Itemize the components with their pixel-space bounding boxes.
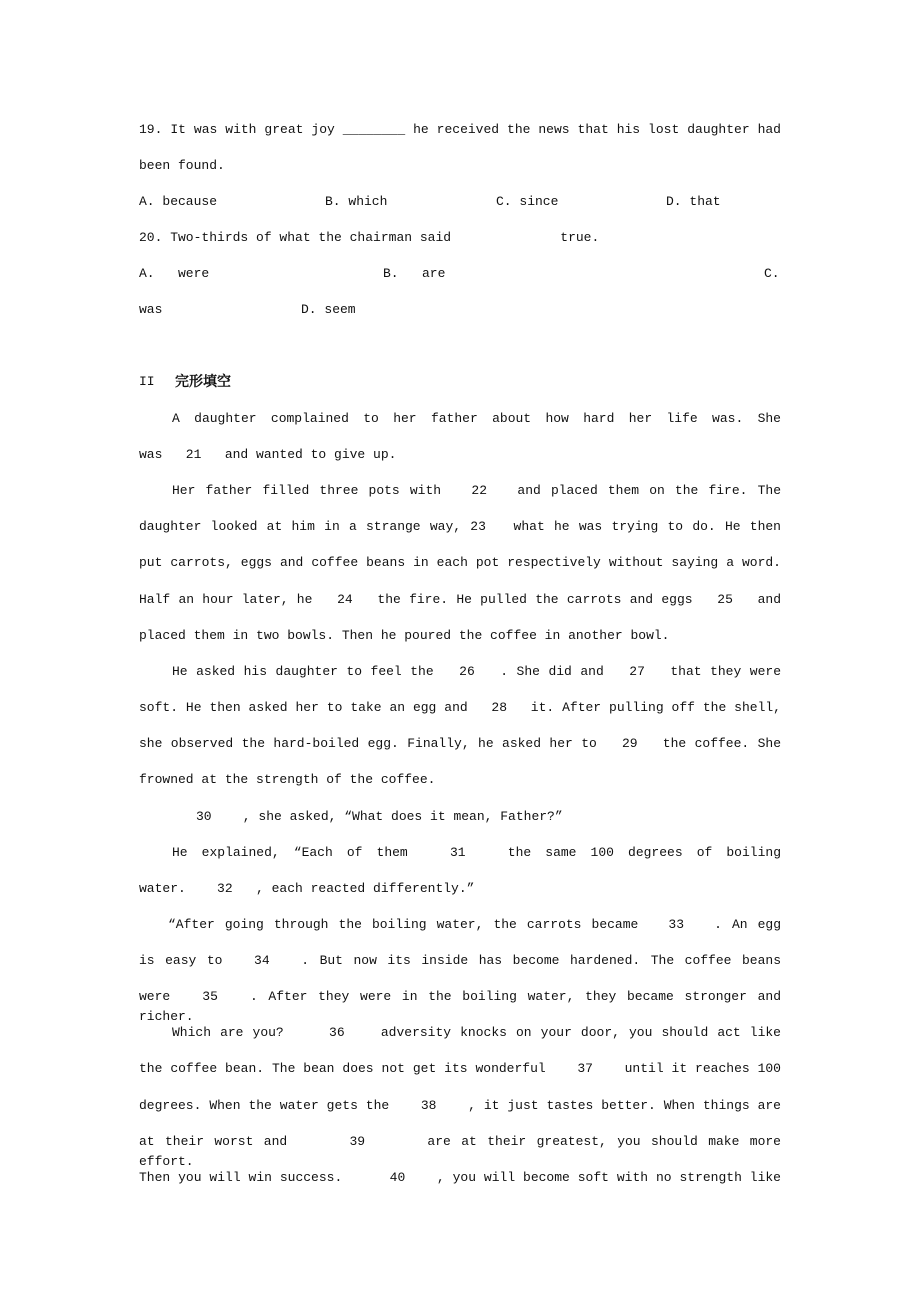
passage-line: placed them in two bowls. Then he poured the coffee in another bowl. [139, 628, 670, 643]
passage-line: was 21 and wanted to give up. [139, 447, 397, 462]
passage-line: Which are you? 36 adversity knocks on your door, you should act like [172, 1025, 781, 1040]
option-b: B. which [325, 194, 388, 209]
passage-line: Half an hour later, he 24 the fire. He pulled the carrots and eggs 25 and [139, 592, 781, 607]
passage-line: the coffee bean. The bean does not get its wonderful 37 until it reaches 100 [139, 1061, 781, 1076]
passage-line: He asked his daughter to feel the 26 . She did and 27 that they were [172, 664, 781, 679]
passage-line: at their worst and 39 are at their greatest, you should make more effort. [139, 1134, 789, 1169]
passage-line: she observed the hard-boiled egg. Finally, he asked her to 29 the coffee. She [139, 736, 781, 751]
passage-line: frowned at the strength of the coffee. [139, 772, 436, 787]
passage-line: He explained, “Each of them 31 the same 100 degrees of boiling [172, 845, 781, 860]
section-title: 完形填空 [175, 374, 231, 390]
passage-line: degrees. When the water gets the 38 , it just tastes better. When things are [139, 1098, 781, 1113]
passage-line: “After going through the boiling water, the carrots became 33 . An egg [168, 917, 781, 932]
passage-line: Then you will win success. 40 , you will become soft with no strength like [139, 1170, 781, 1185]
option-b: B. are [383, 266, 446, 281]
passage-line: A daughter complained to her father about how hard her life was. She [172, 411, 781, 426]
option-a: A. because [139, 194, 218, 209]
passage-line: soft. He then asked her to take an egg and 28 it. After pulling off the shell, [139, 700, 781, 715]
passage-line: 30 , she asked, “What does it mean, Father?” [196, 809, 563, 824]
passage-line: water. 32 , each reacted differently.” [139, 881, 475, 896]
option-c: C. [764, 266, 780, 281]
passage-line: were 35 . After they were in the boiling water, they became stronger and richer. [139, 989, 789, 1024]
option-c: C. since [496, 194, 559, 209]
question-19-stem: 19. It was with great joy ________ he received the news that his lost daughter had [139, 122, 781, 137]
option-d: D. seem [301, 302, 356, 317]
passage-line: Her father filled three pots with 22 and placed them on the fire. The [172, 483, 781, 498]
section-number: II [139, 374, 155, 389]
option-d: D. that [666, 194, 721, 209]
passage-line: is easy to 34 . But now its inside has become hardened. The coffee beans [139, 953, 781, 968]
passage-line: daughter looked at him in a strange way, 23 what he was trying to do. He then [139, 519, 781, 534]
question-20-stem: 20. Two-thirds of what the chairman said true. [139, 230, 600, 245]
option-a: A. were [139, 266, 210, 281]
option-c-text: was [139, 302, 163, 317]
question-19-stem-cont: been found. [139, 158, 225, 173]
passage-line: put carrots, eggs and coffee beans in each pot respectively without saying a word. [139, 555, 781, 570]
